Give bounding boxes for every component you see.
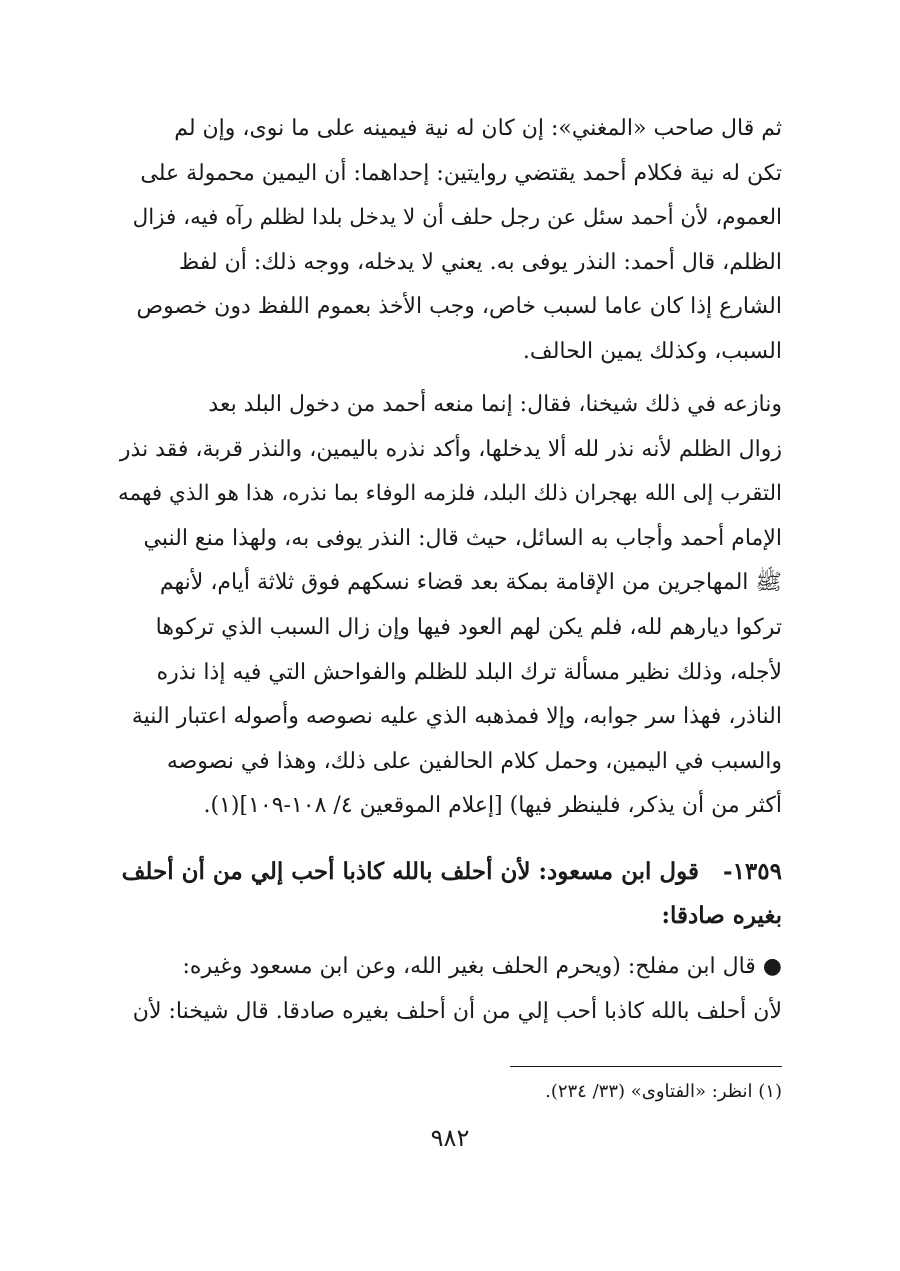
paragraph-shaykh-response xyxy=(118,383,782,829)
text-line: لأن أحلف بالله كاذبا أحب إلي من أن أحلف بغيره صادقا. قال شيخنا: لأن xyxy=(132,998,782,1024)
page-number: ٩٨٢ xyxy=(430,1124,470,1152)
text-line: ثم قال صاحب «المغني»: إن كان له نية فيمينه على ما نوى، وإن لم xyxy=(174,116,782,141)
heading-title: قول ابن مسعود: لأن أحلف بالله كاذبا أحب إلي من أن أحلف xyxy=(121,858,699,885)
footnote-divider xyxy=(510,1066,782,1067)
text-line: والسبب في اليمين، وحمل كلام الحالفين على ذلك، وهذا في نصوصه xyxy=(166,748,782,774)
text-line: أكثر من أن يذكر، فلينظر فيها) [إعلام الموقعين ٤/ ١٠٨-١٠٩](١). xyxy=(203,793,782,819)
heading-line-1 xyxy=(118,850,782,894)
text-line: السبب، وكذلك يمين الحالف. xyxy=(522,338,782,364)
text-line: تكن له نية فكلام أحمد يقتضي روايتين: إحداهما: أن اليمين محمولة على xyxy=(140,160,782,186)
text-line: الشارع إذا كان عاما لسبب خاص، وجب الأخذ بعموم اللفظ دون خصوص xyxy=(136,294,782,320)
text-line: الظلم، قال أحمد: النذر يوفى به. يعني لا يدخله، ووجه ذلك: أن لفظ xyxy=(178,249,782,275)
section-number: ١٣٥٩- xyxy=(723,858,782,885)
text-line: زوال الظلم لأنه نذر لله ألا يدخلها، وأكد نذره باليمين، والنذر قربة، فقد نذر xyxy=(119,436,782,462)
paragraph-ibn-muflih xyxy=(118,945,782,1034)
footnote: (١) انظر: «الفتاوى» (٣٣/ ٢٣٤). xyxy=(545,1081,782,1102)
text-line: التقرب إلى الله بهجران ذلك البلد، فلزمه الوفاء بما نذره، هذا هو الذي فهمه xyxy=(118,481,782,507)
text-line: ونازعه في ذلك شيخنا، فقال: إنما منعه أحمد من دخول البلد بعد xyxy=(208,392,782,417)
section-heading xyxy=(118,850,782,938)
heading-line-2: بغيره صادقا: xyxy=(661,902,782,929)
text-line: لأجله، وذلك نظير مسألة ترك البلد للظلم والفواحش التي فيه إذا نذره xyxy=(156,659,782,685)
text-line: الناذر، فهذا سر جوابه، وإلا فمذهبه الذي عليه نصوصه وأصوله اعتبار النية xyxy=(131,704,782,730)
text-line: العموم، لأن أحمد سئل عن رجل حلف أن لا يدخل بلدا لظلم رآه فيه، فزال xyxy=(132,205,782,231)
text-line: تركوا ديارهم لله، فلم يكن لهم العود فيها وإن زال السبب الذي تركوها xyxy=(155,614,782,640)
text-line: ● قال ابن مفلح: (ويحرم الحلف بغير الله، وعن ابن مسعود وغيره: xyxy=(182,954,782,979)
text-line: ﷺ المهاجرين من الإقامة بمكة بعد قضاء نسكهم فوق ثلاثة أيام، لأنهم xyxy=(159,570,782,596)
text-line: الإمام أحمد وأجاب به السائل، حيث قال: النذر يوفى به، ولهذا منع النبي xyxy=(143,525,782,551)
paragraph-mughni-quote xyxy=(118,107,782,375)
